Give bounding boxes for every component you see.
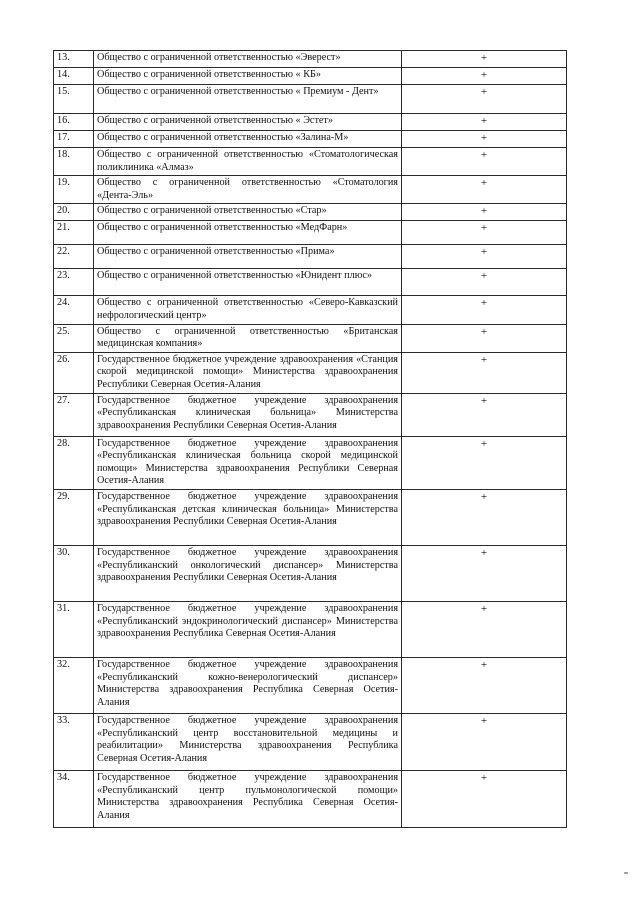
row-number: 21. (54, 221, 94, 245)
row-number: 28. (54, 436, 94, 489)
row-number: 25. (54, 324, 94, 352)
table-row (54, 770, 567, 827)
inclusion-mark: + (402, 85, 567, 114)
table-row (54, 85, 567, 114)
row-number: 13. (54, 51, 94, 68)
row-number: 34. (54, 770, 94, 827)
table-row (54, 221, 567, 245)
organization-name: Общество с ограниченной ответственностью « КБ» (94, 68, 402, 85)
organization-name: Общество с ограниченной ответственностью «Стоматология «Дента-Эль» (94, 176, 402, 204)
row-number: 32. (54, 657, 94, 713)
row-number: 15. (54, 85, 94, 114)
organization-name: Общество с ограниченной ответственностью «Залина-М» (94, 131, 402, 148)
table-row (54, 51, 567, 68)
organization-name: Общество с ограниченной ответственностью «Стоматологическая поликлиника «Алмаз» (94, 148, 402, 176)
table-row (54, 148, 567, 176)
inclusion-mark: + (402, 221, 567, 245)
row-number: 23. (54, 269, 94, 296)
table-row (54, 68, 567, 85)
row-number: 27. (54, 393, 94, 436)
row-number: 20. (54, 204, 94, 221)
table-row (54, 245, 567, 269)
inclusion-mark: + (402, 114, 567, 131)
inclusion-mark: + (402, 352, 567, 393)
table-row (54, 545, 567, 601)
organization-name: Государственное бюджетное учреждение здравоохранения «Республиканская клиническая больница» Министерства здравоохранения Республики Северная Осетия-Алания (94, 393, 402, 436)
inclusion-mark: + (402, 51, 567, 68)
organization-name: Государственное бюджетное учреждение здравоохранения «Республиканский центр пульмонологической помощи» Министерства здравоохранения Республика Северная Осетия-Алания (94, 770, 402, 827)
inclusion-mark: + (402, 148, 567, 176)
inclusion-mark: + (402, 436, 567, 489)
row-number: 16. (54, 114, 94, 131)
organization-name: Государственное бюджетное учреждение здравоохранения «Республиканский кожно-венерологический диспансер» Министерства здравоохранения Республика Северная Осетия-Алания (94, 657, 402, 713)
organization-name: Общество с ограниченной ответственностью «Прима» (94, 245, 402, 269)
organization-name: Общество с ограниченной ответственностью « Премиум - Дент» (94, 85, 402, 114)
row-number: 22. (54, 245, 94, 269)
inclusion-mark: + (402, 713, 567, 770)
table-row (54, 114, 567, 131)
table-row (54, 131, 567, 148)
inclusion-mark: + (402, 770, 567, 827)
organization-name: Государственное бюджетное учреждение здравоохранения «Республиканский эндокринологический диспансер» Министерства здравоохранения Республика Северная Осетия-Алания (94, 601, 402, 657)
inclusion-mark: + (402, 545, 567, 601)
inclusion-mark: + (402, 245, 567, 269)
organization-name: Государственное бюджетное учреждение здравоохранения «Республиканский центр восстановительной медицины и реабилитации» Министерства здравоохранения Республика Северная Осетия-Алания (94, 713, 402, 770)
organization-name: Общество с ограниченной ответственностью «Британская медицинская компания» (94, 324, 402, 352)
organization-name: Общество с ограниченной ответственностью «Эверест» (94, 51, 402, 68)
organization-name: Государственное бюджетное учреждение здравоохранения «Республиканская детская клиническая больница» Министерства здравоохранения Республики Северная Осетия-Алания (94, 489, 402, 545)
table-row (54, 601, 567, 657)
organization-name: Общество с ограниченной ответственностью «Северо-Кавказский нефрологический центр» (94, 296, 402, 324)
organizations-table-body (54, 51, 567, 828)
inclusion-mark: + (402, 489, 567, 545)
table-row (54, 296, 567, 324)
table-row (54, 352, 567, 393)
organizations-table (53, 50, 567, 828)
row-number: 17. (54, 131, 94, 148)
inclusion-mark: + (402, 68, 567, 85)
row-number: 29. (54, 489, 94, 545)
table-row (54, 436, 567, 489)
table-row (54, 393, 567, 436)
table-row (54, 489, 567, 545)
inclusion-mark: + (402, 131, 567, 148)
inclusion-mark: + (402, 324, 567, 352)
inclusion-mark: + (402, 393, 567, 436)
row-number: 24. (54, 296, 94, 324)
organization-name: Государственное бюджетное учреждение здравоохранения «Республиканская клиническая больница скорой медицинской помощи» Министерства здравоохранения Республики Северная Осетия-Алания (94, 436, 402, 489)
table-row (54, 269, 567, 296)
inclusion-mark: + (402, 296, 567, 324)
organization-name: Государственное бюджетное учреждение здравоохранения «Станция скорой медицинской помощи» Министерства здравоохранения Республики Северная Осетия-Алания (94, 352, 402, 393)
table-row (54, 176, 567, 204)
organization-name: Общество с ограниченной ответственностью «Юнидент плюс» (94, 269, 402, 296)
inclusion-mark: + (402, 601, 567, 657)
row-number: 30. (54, 545, 94, 601)
inclusion-mark: + (402, 657, 567, 713)
organization-name: Общество с ограниченной ответственностью « Эстет» (94, 114, 402, 131)
inclusion-mark: + (402, 176, 567, 204)
table-row (54, 204, 567, 221)
table-row (54, 713, 567, 770)
organization-name: Общество с ограниченной ответственностью «МедФарн» (94, 221, 402, 245)
inclusion-mark: + (402, 269, 567, 296)
scan-mark (624, 872, 628, 874)
row-number: 14. (54, 68, 94, 85)
table-row (54, 657, 567, 713)
row-number: 18. (54, 148, 94, 176)
organization-name: Государственное бюджетное учреждение здравоохранения «Республиканский онкологический диспансер» Министерства здравоохранения Республики Северная Осетия-Алания (94, 545, 402, 601)
row-number: 33. (54, 713, 94, 770)
row-number: 31. (54, 601, 94, 657)
row-number: 26. (54, 352, 94, 393)
inclusion-mark: + (402, 204, 567, 221)
row-number: 19. (54, 176, 94, 204)
table-row (54, 324, 567, 352)
organization-name: Общество с ограниченной ответственностью «Стар» (94, 204, 402, 221)
